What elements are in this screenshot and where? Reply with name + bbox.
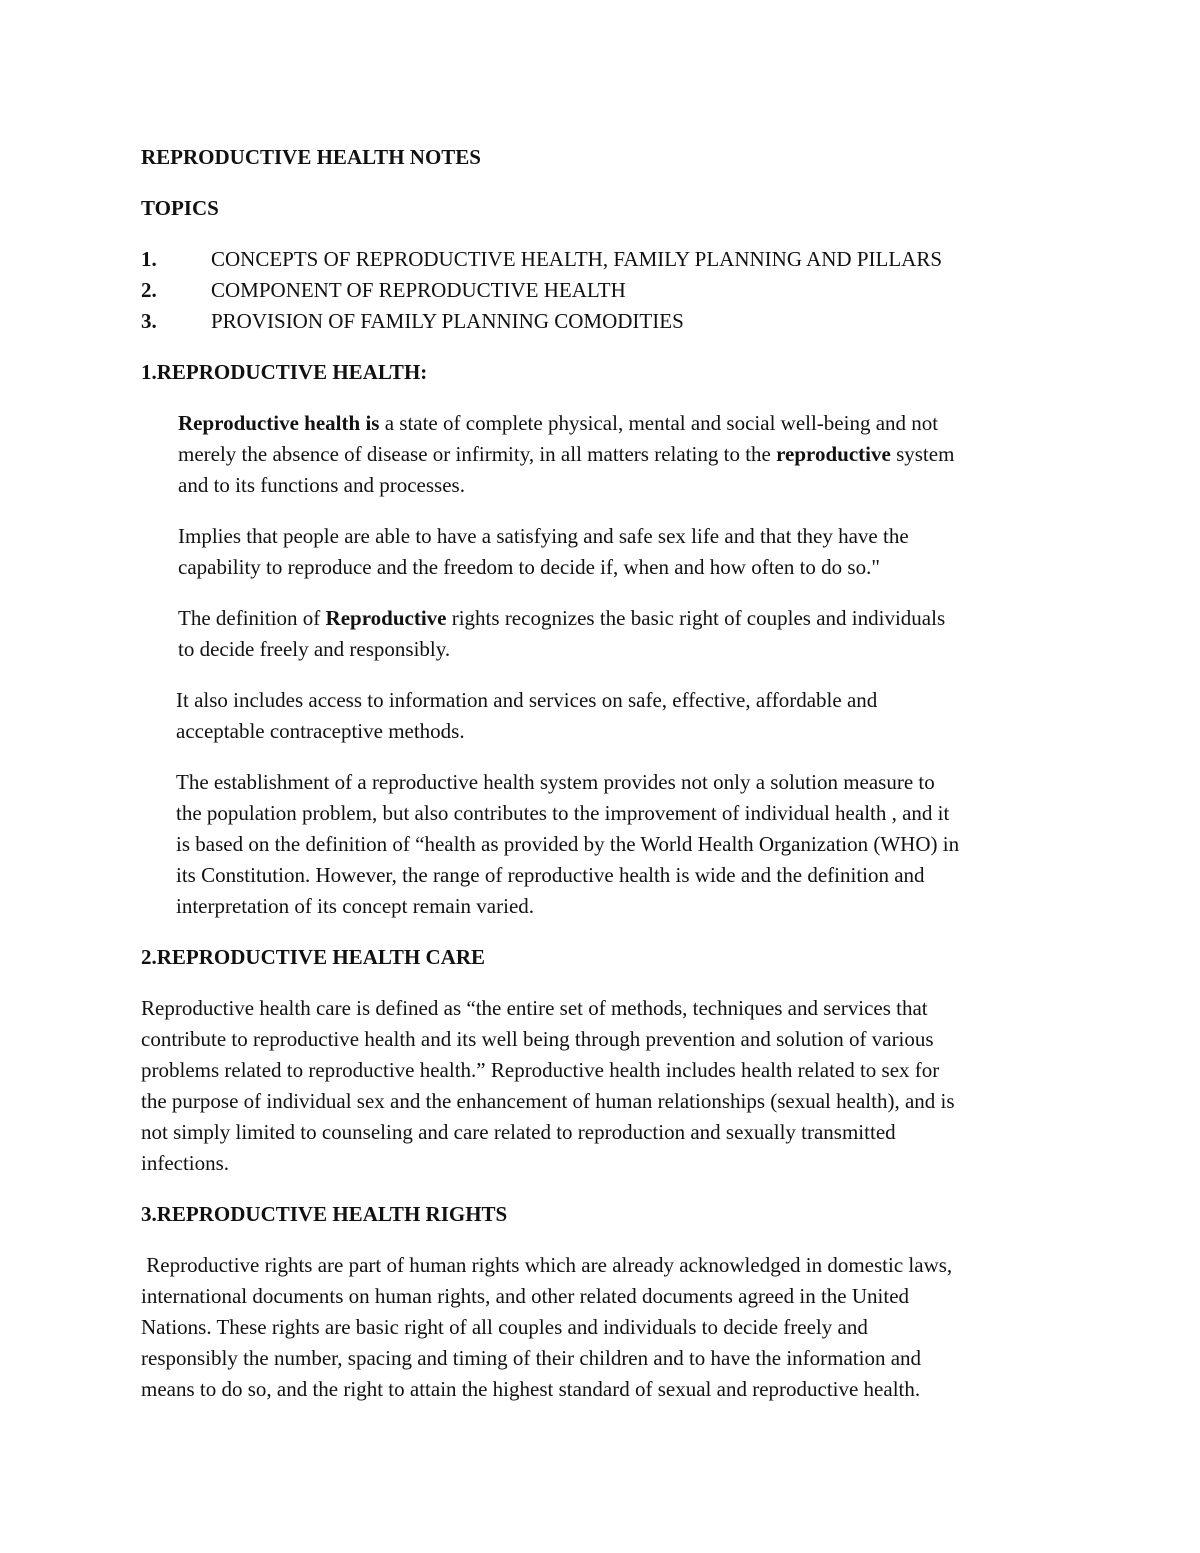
- topic-text: COMPONENT OF REPRODUCTIVE HEALTH: [211, 278, 626, 302]
- paragraph-line: capability to reproduce and the freedom to decide if, when and how often to do so.": [178, 555, 880, 579]
- paragraph-line: Reproductive health care is defined as “the entire set of methods, techniques and services that: [141, 996, 928, 1020]
- section-3-paragraph: [141, 1250, 1070, 1405]
- section-1-paragraph-5: [141, 767, 1070, 922]
- paragraph-line: contribute to reproductive health and its well being through prevention and solution of various: [141, 1027, 934, 1051]
- topic-number: 1.: [141, 247, 157, 271]
- section-1-paragraph-2: [141, 521, 1070, 583]
- section-3-heading: 3.REPRODUCTIVE HEALTH RIGHTS: [141, 1202, 508, 1226]
- paragraph-line: Nations. These rights are basic right of all couples and individuals to decide freely and: [141, 1315, 868, 1339]
- paragraph-line: acceptable contraceptive methods.: [176, 719, 465, 743]
- paragraph-line: Reproductive rights are part of human rights which are already acknowledged in domestic laws,: [141, 1253, 953, 1277]
- bold-term: reproductive: [776, 442, 891, 466]
- paragraph-line: the population problem, but also contributes to the improvement of individual health , and it: [176, 801, 950, 825]
- topic-item: [141, 306, 1070, 337]
- paragraph-line: [178, 408, 1070, 439]
- topic-number: 3.: [141, 309, 157, 333]
- paragraph-line: interpretation of its concept remain varied.: [176, 894, 535, 918]
- topic-number: 2.: [141, 278, 157, 302]
- paragraph-line: [178, 603, 1070, 634]
- bold-term: Reproductive health is: [178, 411, 380, 435]
- topic-item: [141, 275, 1070, 306]
- text-run: system: [890, 442, 955, 466]
- text-run: The definition of: [178, 606, 326, 630]
- paragraph-line: not simply limited to counseling and care related to reproduction and sexually transmitted: [141, 1120, 896, 1144]
- section-1-paragraph-1: [141, 408, 1070, 501]
- paragraph-line: problems related to reproductive health.” Reproductive health includes health related to sex for: [141, 1058, 940, 1082]
- section-1-paragraph-4: [141, 685, 1070, 747]
- topics-list: [141, 244, 1070, 337]
- paragraph-line: is based on the definition of “health as provided by the World Health Organization (WHO) in: [176, 832, 960, 856]
- section-1-heading: 1.REPRODUCTIVE HEALTH:: [141, 360, 428, 384]
- topic-text: CONCEPTS OF REPRODUCTIVE HEALTH, FAMILY PLANNING AND PILLARS: [211, 247, 943, 271]
- bold-term: Reproductive: [325, 606, 447, 630]
- topic-item: [141, 244, 1070, 275]
- text-run: merely the absence of disease or infirmity, in all matters relating to the: [178, 442, 777, 466]
- paragraph-line: to decide freely and responsibly.: [178, 637, 451, 661]
- paragraph-line: and to its functions and processes.: [178, 473, 465, 497]
- paragraph-line: the purpose of individual sex and the enhancement of human relationships (sexual health), and is: [141, 1089, 955, 1113]
- paragraph-line: It also includes access to information and services on safe, effective, affordable and: [176, 688, 878, 712]
- paragraph-line: Implies that people are able to have a satisfying and safe sex life and that they have the: [178, 524, 909, 548]
- paragraph-line: [178, 439, 1070, 470]
- text-run: a state of complete physical, mental and social well-being and not: [379, 411, 939, 435]
- section-2-paragraph: [141, 993, 1070, 1179]
- text-run: rights recognizes the basic right of couples and individuals: [446, 606, 946, 630]
- topic-text: PROVISION OF FAMILY PLANNING COMODITIES: [211, 309, 684, 333]
- paragraph-line: The establishment of a reproductive health system provides not only a solution measure to: [176, 770, 935, 794]
- section-2-heading: 2.REPRODUCTIVE HEALTH CARE: [141, 945, 486, 969]
- paragraph-line: infections.: [141, 1151, 230, 1175]
- paragraph-line: international documents on human rights, and other related documents agreed in the United: [141, 1284, 910, 1308]
- section-1-paragraph-3: [141, 603, 1070, 665]
- paragraph-line: means to do so, and the right to attain the highest standard of sexual and reproductive health.: [141, 1377, 921, 1401]
- document-title: REPRODUCTIVE HEALTH NOTES: [141, 145, 481, 169]
- topics-heading: TOPICS: [141, 196, 219, 220]
- paragraph-line: its Constitution. However, the range of reproductive health is wide and the definition and: [176, 863, 925, 887]
- paragraph-line: responsibly the number, spacing and timing of their children and to have the information and: [141, 1346, 922, 1370]
